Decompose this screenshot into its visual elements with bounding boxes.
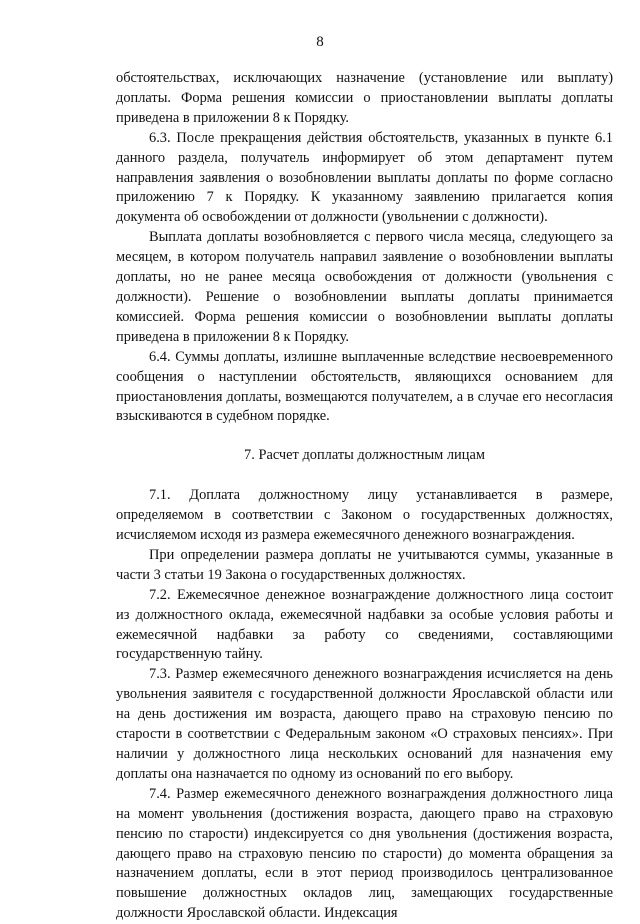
- paragraph-7-1: 7.1. Доплата должностному лицу устанавливается в размере, определяемом в соответствии с Законом о государственных должностях, исчисляемом исходя из размера ежемесячного денежного вознаграждения.: [116, 487, 613, 544]
- paragraph-7-2: 7.2. Ежемесячное денежное вознаграждение должностного лица состоит из должностного оклада, ежемесячной надбавки за особые условия работы и ежемесячной надбавки за работу со сведениями, составляющими государственную тайну.: [116, 586, 613, 663]
- page-number: 8: [316, 34, 324, 50]
- document-body: [116, 69, 613, 924]
- paragraph-7-4: 7.4. Размер ежемесячного денежного вознаграждения должностного лица на момент увольнения (достижения возраста, дающего право на страховую пенсию по старости) индексируется со дня увольнения (достижения возраста, дающего право на страховую пенсию по старости) до момента обращения за назначением доплаты, если в этот период производилось централизованное повышение должностных окладов лиц, замещающих государственные должности Ярославской области. Индексация: [116, 785, 613, 922]
- paragraph-6-3: 6.3. После прекращения действия обстоятельств, указанных в пункте 6.1 данного раздела, получатель информирует об этом департамент путем направления заявления о возобновлении выплаты доплаты по форме согласно приложению 7 к Порядку. К указанному заявлению прилагается копия документа об освобождении от должности (увольнении с должности).: [116, 129, 613, 226]
- paragraph-continuation: обстоятельствах, исключающих назначение (установление или выплату) доплаты. Форма решения комиссии о приостановлении выплаты доплаты приведена в приложении 8 к Порядку.: [116, 70, 613, 126]
- paragraph-resumption: Выплата доплаты возобновляется с первого числа месяца, следующего за месяцем, в котором получатель направил заявление о возобновлении выплаты доплаты, но не ранее месяца освобождения от должности (увольнения с должности). Решение о возобновлении выплаты доплаты принимается комиссией. Форма решения комиссии о возобновлении выплаты доплаты приведена в приложении 8 к Порядку.: [116, 229, 613, 345]
- paragraph-7-3: 7.3. Размер ежемесячного денежного вознаграждения исчисляется на день увольнения заявителя с государственной должности Ярославской области или на день достижения им возраста, дающего право на страховую пенсию по старости в соответствии с Федеральным законом «О страховых пенсиях». При наличии у должностного лица нескольких оснований для назначения ему доплаты она назначается по одному из оснований по его выбору.: [116, 666, 613, 782]
- paragraph-6-4: 6.4. Суммы доплаты, излишне выплаченные вследствие несвоевременного сообщения о наступлении обстоятельств, являющихся основанием для приостановления доплаты, возмещаются получателем, а в случае его несогласия взыскиваются в судебном порядке.: [116, 348, 613, 425]
- paragraph-exclusions: При определении размера доплаты не учитываются суммы, указанные в части 3 статьи 19 Закона о государственных должностях.: [116, 546, 613, 583]
- section-heading: 7. Расчет доплаты должностным лицам: [244, 447, 485, 464]
